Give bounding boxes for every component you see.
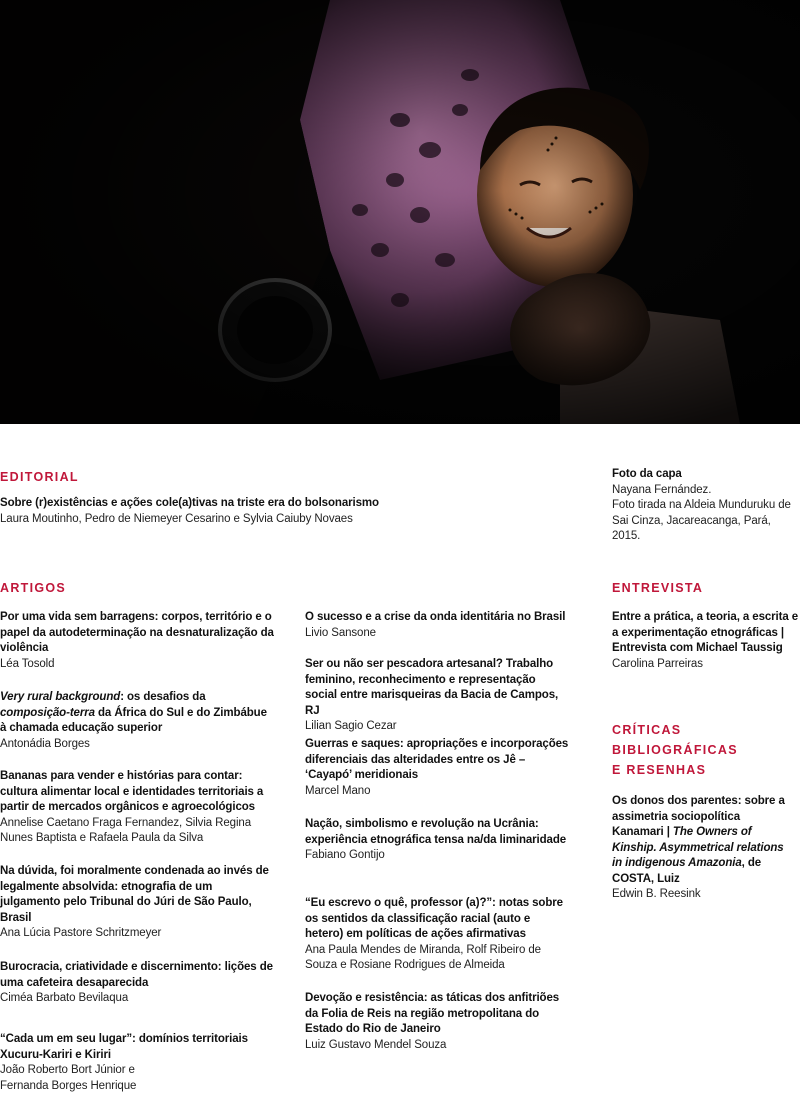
article-title[interactable]: Na dúvida, foi moralmente condenada ao invés de legalmente absolvida: etnografia de um julgamento pelo Tribunal do Júri de São Paulo, Brasil: [0, 865, 269, 924]
article-title[interactable]: Nação, simbolismo e revolução na Ucrânia: experiência etnográfica tensa na/da liminaridade: [305, 818, 567, 846]
editorial-title[interactable]: Sobre (r)existências e ações cole(a)tivas na triste era do bolsonarismo: [0, 497, 379, 509]
editorial-authors: Laura Moutinho, Pedro de Niemeyer Cesarino e Sylvia Caiuby Novaes: [0, 512, 353, 525]
editorial-heading: EDITORIAL: [0, 470, 79, 484]
artigos-heading: ARTIGOS: [0, 581, 67, 595]
criticas-heading-line-2: BIBLIOGRÁFICAS: [612, 743, 738, 757]
cover-photo-illustration: [0, 0, 800, 424]
article-authors: Ciméa Barbato Bevilaqua: [0, 992, 129, 1004]
article-entry[interactable]: [305, 817, 570, 864]
review-title[interactable]: Os donos dos parentes: sobre a assimetria sociopolítica Kanamari | The Owners of Kinship. Asymmetrical relations in indigenous Amazonia, de COSTA, Luiz: [612, 795, 785, 885]
cover-credit-heading: Foto da capa: [612, 468, 682, 480]
editorial-entry[interactable]: [0, 496, 560, 527]
review-authors: Edwin B. Reesink: [612, 888, 701, 900]
article-entry[interactable]: [305, 657, 570, 735]
article-title[interactable]: “Eu escrevo o quê, professor (a)?”: notas sobre os sentidos da classificação racial (auto e hetero) em políticas de ações afirmativas: [305, 897, 563, 940]
article-authors: Léa Tosold: [0, 657, 55, 670]
criticas-heading-line-3: E RESENHAS: [612, 763, 707, 777]
article-title[interactable]: Devoção e resistência: as táticas dos anfitriões da Folia de Reis na região metropolitana do Estado do Rio de Janeiro: [305, 992, 560, 1035]
article-authors: Antonádia Borges: [0, 737, 90, 750]
article-authors: Fabiano Gontijo: [305, 849, 385, 861]
article-entry[interactable]: [0, 960, 275, 1007]
article-entry[interactable]: [305, 991, 570, 1053]
article-authors: João Roberto Bort Júnior e Fernanda Borges Henrique: [0, 1064, 137, 1092]
article-title[interactable]: O sucesso e a crise da onda identitária no Brasil: [305, 611, 566, 623]
article-authors: Lilian Sagio Cezar: [305, 720, 397, 732]
article-authors: Marcel Mano: [305, 784, 371, 797]
article-entry[interactable]: [0, 1032, 250, 1094]
article-authors: Annelise Caetano Fraga Fernandez, Silvia Regina Nunes Baptista e Rafaela Paula da Silva: [0, 816, 252, 844]
article-title[interactable]: Bananas para vender e histórias para contar: cultura alimentar local e identidades territoriais a partir de mercados orgânicos e agroecológicos: [0, 770, 264, 813]
criticas-heading-line-1: CRÍTICAS: [612, 723, 682, 737]
article-authors: Livio Sansone: [305, 626, 376, 639]
article-authors: Ana Lúcia Pastore Schritzmeyer: [0, 927, 162, 939]
article-entry[interactable]: [0, 690, 275, 752]
article-title[interactable]: Burocracia, criatividade e discernimento: lições de uma cafeteira desaparecida: [0, 961, 273, 989]
article-title[interactable]: Por uma vida sem barragens: corpos, território e o papel da autodeterminação na desnaturalização da violência: [0, 611, 274, 654]
interview-entry[interactable]: [612, 610, 800, 672]
cover-credit-caption: Foto tirada na Aldeia Munduruku de Sai Cinza, Jacareacanga, Pará, 2015.: [612, 499, 791, 542]
interview-authors: Carolina Parreiras: [612, 657, 703, 670]
article-entry[interactable]: [0, 769, 275, 847]
article-authors: Ana Paula Mendes de Miranda, Rolf Ribeiro de Souza e Rosiane Rodrigues de Almeida: [305, 943, 541, 971]
article-entry[interactable]: [0, 864, 275, 942]
article-title[interactable]: Very rural background: os desafios da composição-terra da África do Sul e do Zimbábue à chamada educação superior: [0, 691, 267, 734]
criticas-heading: [612, 720, 800, 780]
article-authors: Luiz Gustavo Mendel Souza: [305, 1038, 447, 1051]
cover-credit: [612, 467, 800, 545]
review-entry[interactable]: [612, 794, 792, 903]
article-title[interactable]: Ser ou não ser pescadora artesanal? Trabalho feminino, reconhecimento e representação social entre marisqueiras da Bacia de Campos, RJ: [305, 658, 559, 717]
entrevista-heading: ENTREVISTA: [612, 581, 704, 595]
article-title[interactable]: Guerras e saques: apropriações e incorporações diferenciais das alteridades entre os Jê – ‘Cayapó’ meridionais: [305, 738, 569, 781]
cover-photo: [0, 0, 800, 424]
article-title[interactable]: “Cada um em seu lugar”: domínios territoriais Xucuru-Kariri e Kiriri: [0, 1033, 248, 1061]
interview-title[interactable]: Entre a prática, a teoria, a escrita e a experimentação etnográficas | Entrevista com Michael Taussig: [612, 611, 799, 654]
cover-credit-photographer: Nayana Fernández.: [612, 483, 712, 496]
article-entry[interactable]: [305, 610, 570, 641]
article-entry[interactable]: [305, 737, 570, 799]
article-entry[interactable]: [305, 896, 570, 974]
article-entry[interactable]: [0, 610, 275, 672]
